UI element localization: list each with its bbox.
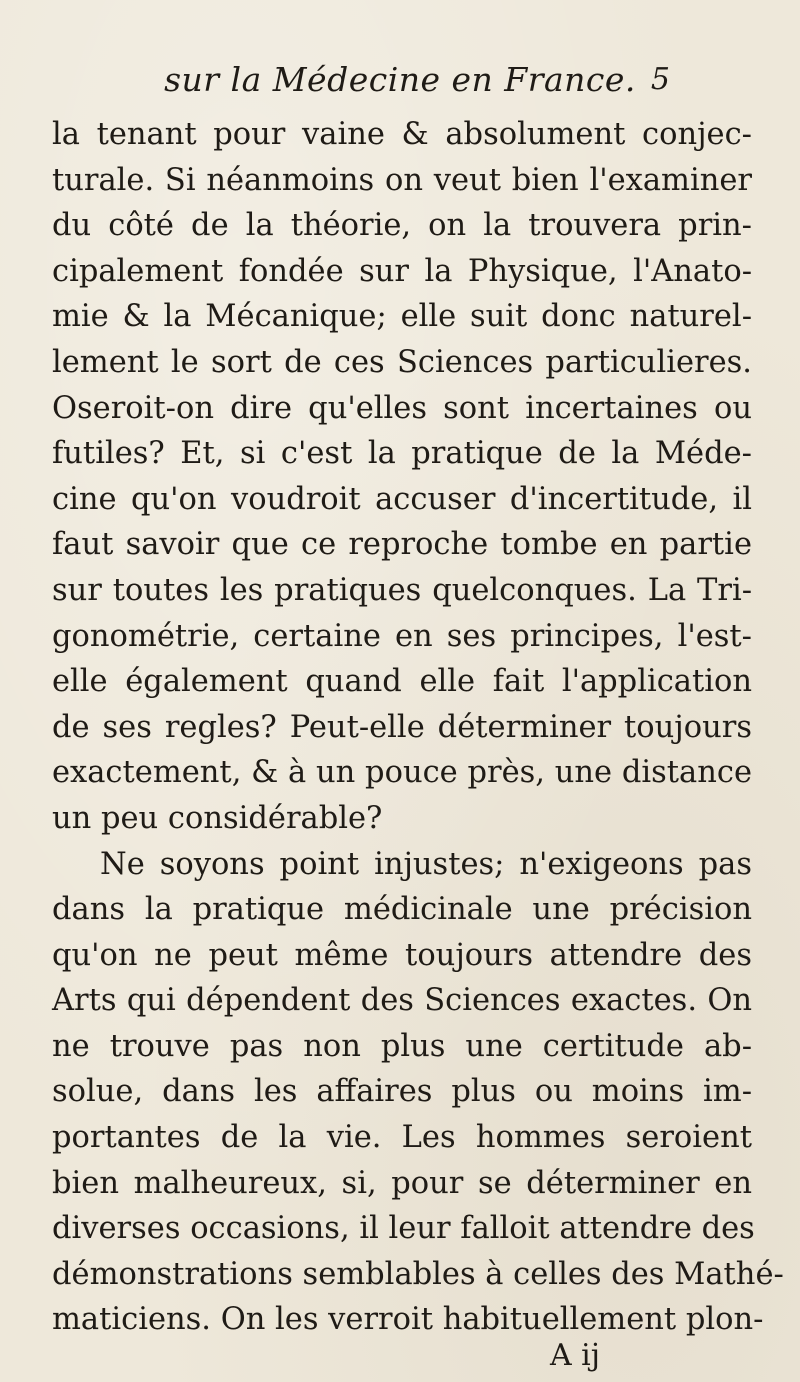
text-line: du côté de la théorie, on la trouvera prin- bbox=[52, 208, 752, 244]
signature-mark bbox=[0, 1336, 800, 1376]
paragraph-start-line: Ne soyons point injustes; n'exigeons pas bbox=[100, 846, 752, 882]
text-line: bien malheureux, si, pour se déterminer en bbox=[52, 1165, 752, 1201]
text-line: un peu considérable? bbox=[52, 800, 383, 836]
text-line: maticiens. On les verroit habituellement plon- bbox=[52, 1302, 764, 1338]
text-line: lement le sort de ces Sciences particulieres. bbox=[52, 344, 752, 380]
text-line: portantes de la vie. Les hommes seroient bbox=[52, 1120, 752, 1156]
signature-mark-text: A ij bbox=[549, 1338, 601, 1373]
text-line: Arts qui dépendent des Sciences exactes. On bbox=[52, 983, 752, 1019]
text-line: turale. Si néanmoins on veut bien l'examiner bbox=[52, 162, 752, 198]
page-number: 5 bbox=[650, 62, 670, 97]
text-line: mie & la Mécanique; elle suit donc naturel- bbox=[52, 299, 752, 335]
running-head bbox=[0, 60, 800, 100]
text-line: exactement, & à un pouce près, une distance bbox=[52, 755, 752, 791]
text-line: démonstrations semblables à celles des Mathé- bbox=[52, 1256, 784, 1292]
text-line: ne trouve pas non plus une certitude ab- bbox=[52, 1028, 752, 1064]
running-title: sur la Médecine en France. bbox=[164, 60, 636, 99]
text-line: la tenant pour vaine & absolument conjec- bbox=[52, 117, 752, 152]
text-line: dans la pratique médicinale une précision bbox=[52, 892, 752, 928]
text-line: futiles? Et, si c'est la pratique de la Méde- bbox=[52, 436, 752, 472]
text-line: qu'on ne peut même toujours attendre des bbox=[52, 937, 752, 973]
text-line: de ses regles? Peut-elle déterminer toujours bbox=[52, 709, 752, 745]
body-text bbox=[52, 112, 784, 1343]
text-line: gonométrie, certaine en ses principes, l'est- bbox=[52, 618, 752, 654]
text-line: solue, dans les affaires plus ou moins im- bbox=[52, 1074, 752, 1110]
text-line: diverses occasions, il leur falloit attendre des bbox=[52, 1211, 755, 1247]
text-line: cipalement fondée sur la Physique, l'Anato- bbox=[52, 253, 752, 289]
text-line: Oseroit-on dire qu'elles sont incertaines ou bbox=[52, 390, 752, 426]
text-line: elle également quand elle fait l'application bbox=[52, 664, 752, 700]
text-line: sur toutes les pratiques quelconques. La Tri- bbox=[52, 572, 752, 608]
text-line: cine qu'on voudroit accuser d'incertitude, il bbox=[52, 481, 752, 517]
text-line: faut savoir que ce reproche tombe en partie bbox=[52, 527, 752, 563]
